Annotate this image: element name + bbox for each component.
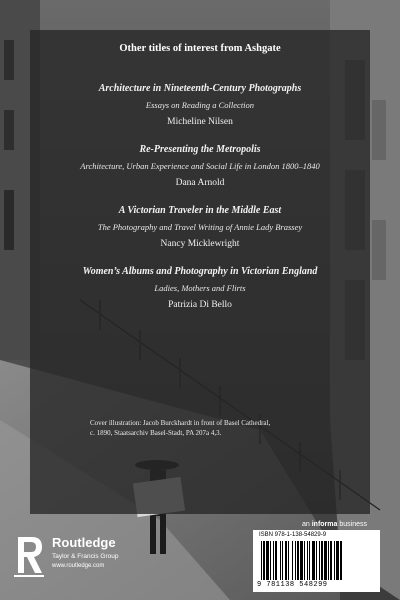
book-title: A Victorian Traveler in the Middle East <box>118 205 282 216</box>
isbn-label: ISBN 978-1-138-54829-9 <box>259 532 327 538</box>
book-list <box>30 82 370 326</box>
tagline-suffix: business <box>337 521 367 528</box>
cover-illustration-credit <box>90 418 290 438</box>
tagline-brand: informa <box>311 521 338 528</box>
publisher-logo <box>12 533 132 579</box>
tagline-prefix: an <box>302 521 312 528</box>
cover-credit-line: c. 1890, Staatsarchiv Basel-Stadt, PA 207a 4,3. <box>90 429 222 437</box>
book-subtitle: Ladies, Mothers and Flirts <box>154 283 246 293</box>
routledge-r-logo-icon <box>12 533 46 579</box>
book-author: Patrizia Di Bello <box>168 300 232 310</box>
book-subtitle: The Photography and Travel Writing of Annie Lady Brassey <box>97 222 303 232</box>
book-author: Nancy Micklewright <box>160 239 240 249</box>
cover-credit-line: Cover illustration: Jacob Burckhardt in front of Basel Cathedral, <box>90 419 271 427</box>
panel-heading: Other titles of interest from Ashgate <box>119 43 281 54</box>
book-title: Architecture in Nineteenth-Century Photographs <box>98 83 302 94</box>
informa-tagline <box>302 521 367 528</box>
publisher-url: www.routledge.com <box>52 563 105 569</box>
book-author: Dana Arnold <box>175 178 225 188</box>
book-entry <box>30 82 370 129</box>
book-title: Women’s Albums and Photography in Victorian England <box>82 266 318 277</box>
book-entry <box>30 204 370 251</box>
book-entry <box>30 265 370 312</box>
book-author: Micheline Nilsen <box>167 117 233 127</box>
publisher-group: Taylor & Francis Group <box>52 553 119 560</box>
book-subtitle: Architecture, Urban Experience and Social Life in London 1800–1840 <box>80 161 320 171</box>
book-subtitle: Essays on Reading a Collection <box>145 100 255 110</box>
book-entry <box>30 143 370 190</box>
book-title: Re-Presenting the Metropolis <box>139 144 261 155</box>
barcode-bars <box>261 541 374 580</box>
publisher-name: Routledge <box>52 535 116 550</box>
book-list-panel <box>30 30 370 514</box>
barcode-number: 9 781138 548299 <box>257 581 328 589</box>
isbn-barcode <box>253 530 380 592</box>
